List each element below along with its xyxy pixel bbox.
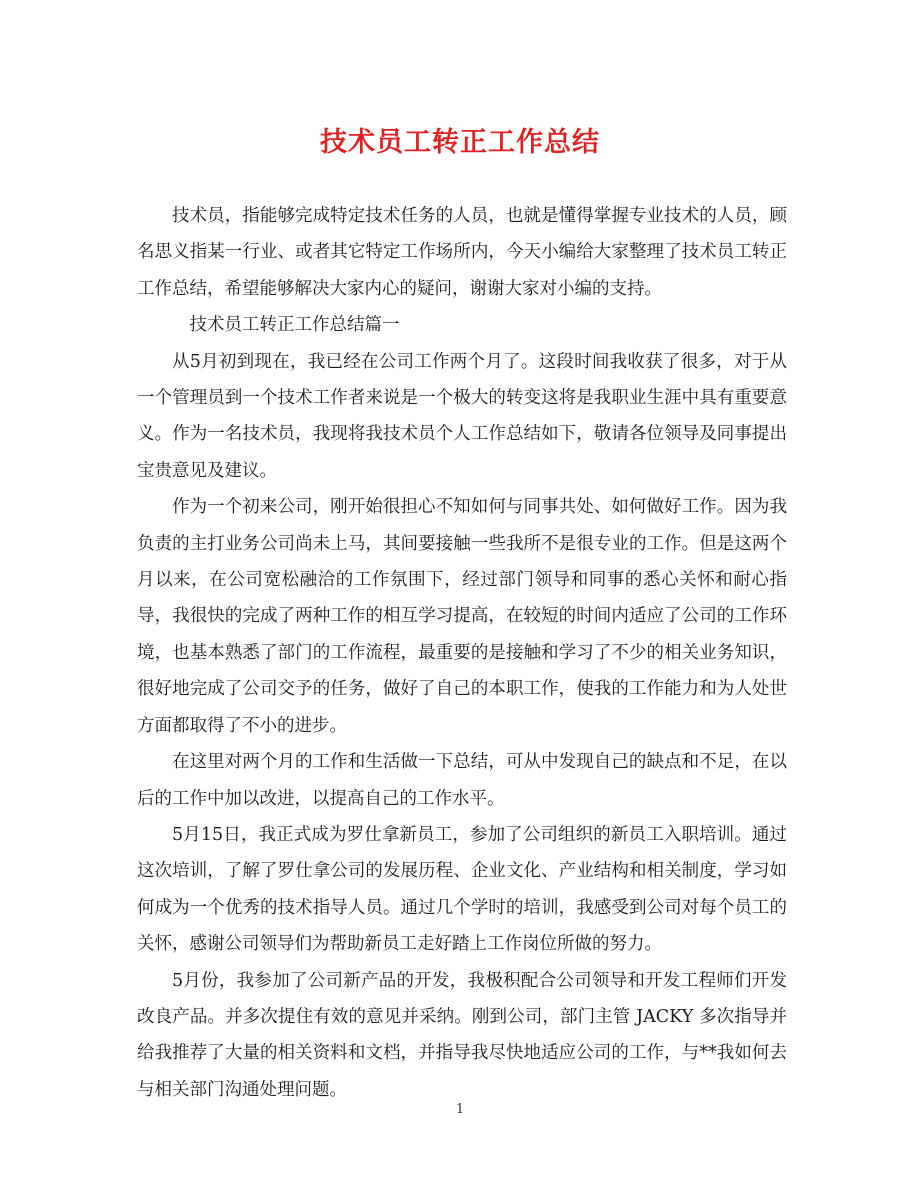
body-paragraph-5: 5月份，我参加了公司新产品的开发，我极积配合公司领导和开发工程师们开发改良产品。并多次提住有效的意见并采纳。刚到公司，部门主管 JACKY 多次指导并给我推荐了大量的相关资料和文档，并指导我尽快地适应公司的工作，与**我如何去与相关部门沟通处理问题。 bbox=[137, 970, 787, 1100]
body-paragraph-1: 从5月初到现在，我已经在公司工作两个月了。这段时间我收获了很多，对于从一个管理员到一个技术工作者来说是一个极大的转变这将是我职业生涯中具有重要意义。作为一名技术员，我现将我技术员个人工作总结如下，敬请各位领导及同事提出宝贵意见及建议。 bbox=[137, 351, 787, 481]
body-paragraph-2: 作为一个初来公司，刚开始很担心不知如何与同事共处、如何做好工作。因为我负责的主打业务公司尚未上马，其间要接触一些我所不是很专业的工作。但是这两个月以来，在公司宽松融洽的工作氛围下，经过部门领导和同事的悉心关怀和耐心指导，我很快的完成了两种工作的相互学习提高，在较短的时间内适应了公司的工作环境，也基本熟悉了部门的工作流程，最重要的是接触和学习了不少的相关业务知识，很好地完成了公司交予的任务，做好了自己的本职工作，使我的工作能力和为人处世方面都取得了不小的进步。 bbox=[137, 497, 787, 736]
page-number: 1 bbox=[455, 1102, 465, 1117]
document-body bbox=[137, 198, 787, 1108]
body-paragraph-3: 在这里对两个月的工作和生活做一下总结，可从中发现自己的缺点和不足，在以后的工作中加以改进，以提高自己的工作水平。 bbox=[137, 752, 787, 809]
intro-paragraph: 技术员，指能够完成特定技术任务的人员，也就是懂得掌握专业技术的人员，顾名思义指某一行业、或者其它特定工作场所内，今天小编给大家整理了技术员工转正工作总结，希望能够解决大家内心的疑问，谢谢大家对小编的支持。 bbox=[137, 206, 787, 299]
document-title: 技术员工转正工作总结 bbox=[320, 127, 600, 158]
section-heading: 技术员工转正工作总结篇一 bbox=[189, 315, 400, 336]
body-paragraph-4: 5月15日，我正式成为罗仕拿新员工，参加了公司组织的新员工入职培训。通过这次培训，了解了罗仕拿公司的发展历程、企业文化、产业结构和相关制度，学习如何成为一个优秀的技术指导人员。通过几个学时的培训，我感受到公司对每个员工的关怀，感谢公司领导们为帮助新员工走好踏上工作岗位所做的努力。 bbox=[137, 824, 787, 955]
